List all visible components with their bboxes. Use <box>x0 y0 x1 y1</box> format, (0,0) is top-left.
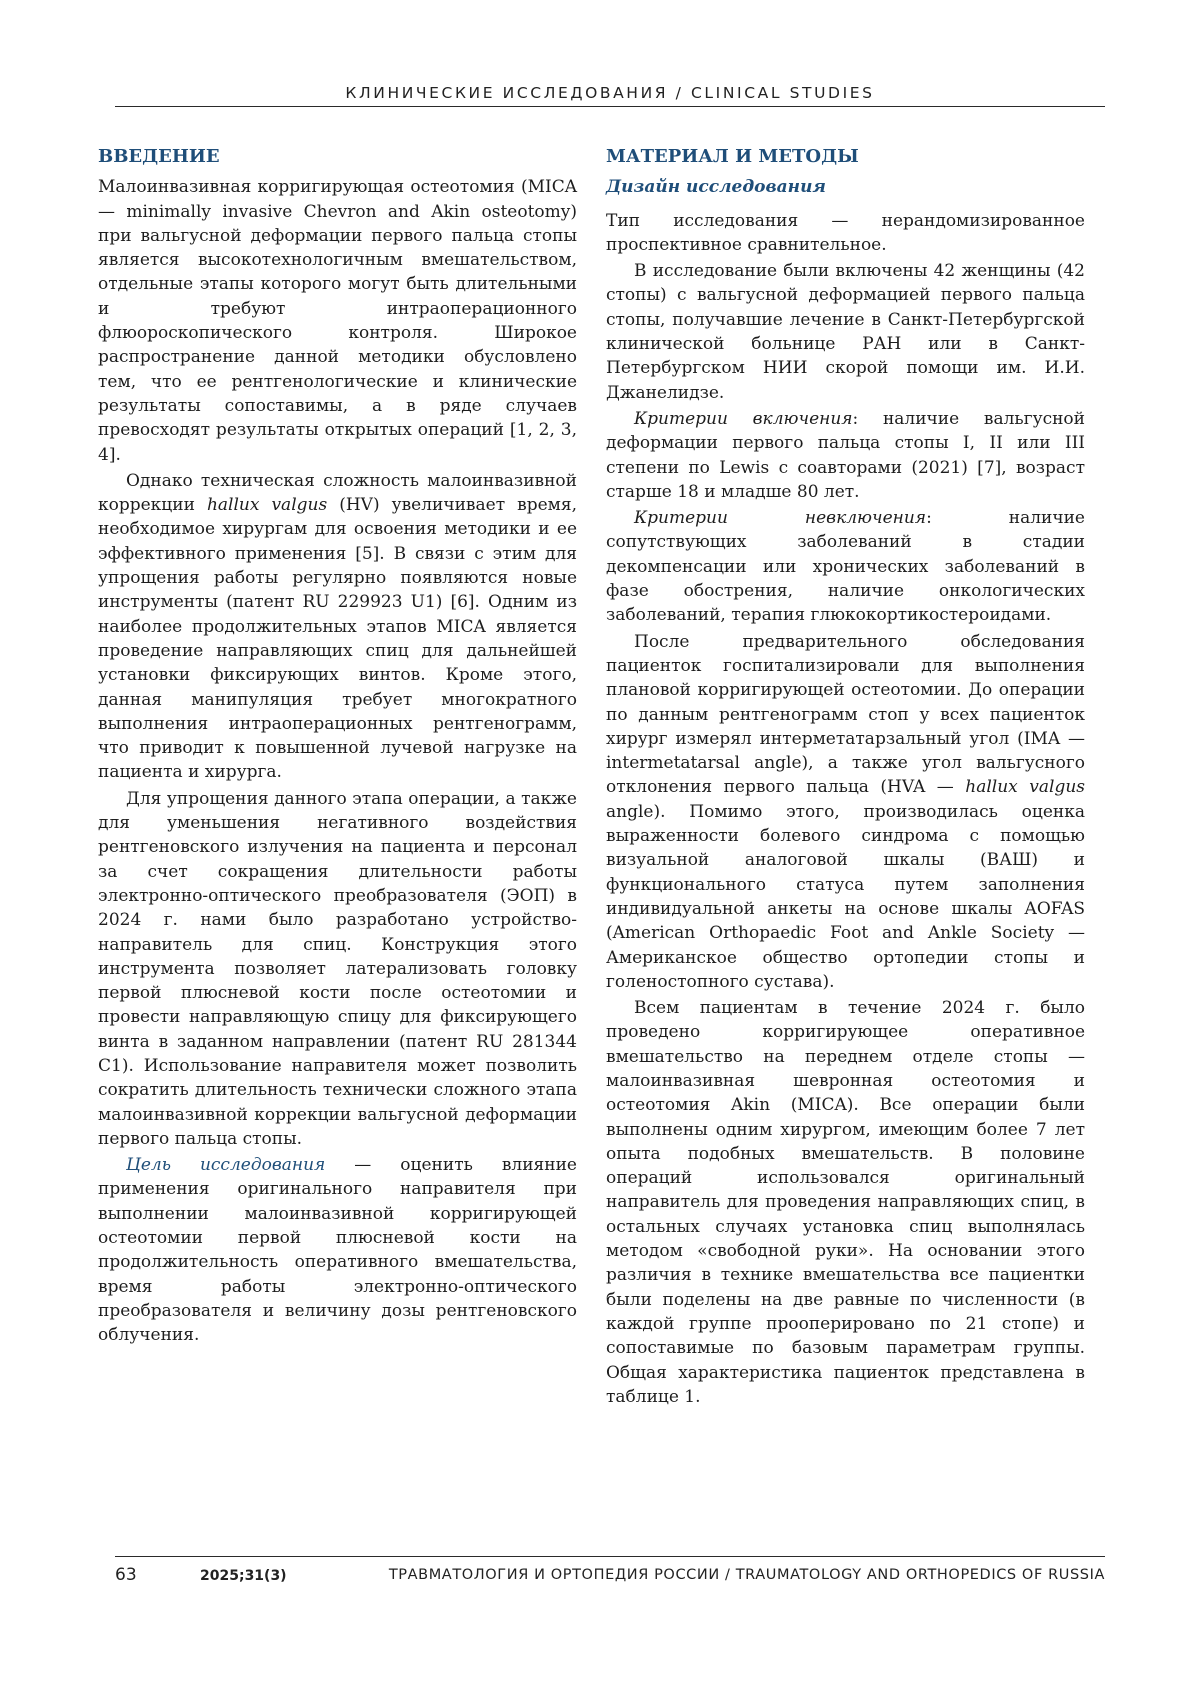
aim-text: — оценить влияние применения оригинального направителя при выполнении малоинвазивной корригирующей остеотомии первой плюсневой кости на продолжительность оперативного вмешательства, время работы электронно-оптического преобразователя и величину дозы рентгеновского облучения. <box>98 1155 577 1345</box>
journal-title: ТРАВМАТОЛОГИЯ И ОРТОПЕДИЯ РОССИИ / TRAUMATOLOGY AND ORTHOPEDICS OF RUSSIA <box>389 1567 1105 1583</box>
methods-paragraph-1: Тип исследования — нерандомизированное проспективное сравнительное. <box>606 209 1085 258</box>
intro-paragraph-3: Для упрощения данного этапа операции, а также для уменьшения негативного воздействия рентгеновского излучения на пациента и персонал за счет сокращения длительности работы электронно-оптического преобразователя (ЭОП) в 2024 г. нами было разработано устройство-направитель для спиц. Конструкция этого инструмента позволяет латерализовать головку первой плюсневой кости после остеотомии и провести направляющую спицу для фиксирующего винта в заданном направлении (патент RU 281344 C1). Использование направителя может позволить сократить длительность технически сложного этапа малоинвазивной коррекции вальгусной деформации первого пальца стопы. <box>98 787 577 1151</box>
exclusion-criteria <box>606 506 1085 627</box>
intro-paragraph-2-text-b: (HV) увеличивает время, необходимое хирургам для освоения методики и ее эффективного применения [5]. В связи с этим для упрощения работы регулярно появляются новые инструменты (патент RU 229923 U1) [6]. Одним из наиболее продолжительных этапов MICA является проведение направляющих спиц для дальнейшей установки фиксирующих винтов. Кроме этого, данная манипуляция требует многократного выполнения интраоперационных рентгенограмм, что приводит к повышенной лучевой нагрузке на пациента и хирурга. <box>98 495 577 782</box>
hallux-valgus-term-2: hallux valgus <box>965 777 1085 797</box>
methods-paragraph-5-text-a: После предварительного обследования пациенток госпитализировали для выполнения плановой корригирующей остеотомии. До операции по данным рентгенограмм стоп у всех пациенток хирург измерял интерметатарзальный угол (IMA — intermetatarsal angle), а также угол вальгусного отклонения первого пальца (HVA — <box>606 632 1085 798</box>
footer-rule <box>115 1556 1105 1557</box>
right-column <box>606 145 1085 1409</box>
left-column <box>98 145 577 1348</box>
issue-number: 2025;31(3) <box>200 1568 287 1584</box>
header-rule <box>115 106 1105 107</box>
exclusion-text: : наличие сопутствующих заболеваний в стадии декомпенсации или хронических заболеваний в фазе обострения, наличие онкологических заболеваний, терапия глюкокортикостероидами. <box>606 508 1085 625</box>
section-heading-introduction: ВВЕДЕНИЕ <box>98 145 577 169</box>
aim-paragraph <box>98 1153 577 1347</box>
methods-paragraph-6: Всем пациентам в течение 2024 г. было проведено корригирующее оперативное вмешательство на переднем отделе стопы — малоинвазивная шевронная остеотомия и остеотомия Akin (MICA). Все операции были выполнены одним хирургом, имеющим более 7 лет опыта подобных вмешательств. В половине операций использовался оригинальный направитель для проведения направляющих спиц, в остальных случаях установка спиц выполнялась методом «свободной руки». На основании этого различия в технике вмешательства все пациентки были поделены на две равные по численности (в каждой группе прооперировано по 21 стопе) и сопоставимые по базовым параметрам группы. Общая характеристика пациенток представлена в таблице 1. <box>606 996 1085 1409</box>
running-title: КЛИНИЧЕСКИЕ ИССЛЕДОВАНИЯ / CLINICAL STUDIES <box>115 84 1105 102</box>
intro-paragraph-2-text-a: Однако техническая сложность малоинвазивной коррекции <box>98 471 577 515</box>
aim-label: Цель исследования <box>126 1155 325 1175</box>
hallux-valgus-term: hallux valgus <box>207 495 327 515</box>
inclusion-criteria <box>606 407 1085 504</box>
intro-paragraph-2 <box>98 469 577 785</box>
methods-paragraph-5-text-b: angle). Помимо этого, производилась оценка выраженности болевого синдрома с помощью визуальной аналоговой шкалы (ВАШ) и функционального статуса путем заполнения индивидуальной анкеты на основе шкалы AOFAS (American Orthopaedic Foot and Ankle Society — Американское общество ортопедии стопы и голеностопного сустава). <box>606 802 1085 992</box>
exclusion-label: Критерии невключения <box>634 508 926 528</box>
subsection-heading-design: Дизайн исследования <box>606 175 1085 199</box>
methods-paragraph-5 <box>606 630 1085 994</box>
page-number: 63 <box>115 1565 137 1585</box>
section-heading-methods: МАТЕРИАЛ И МЕТОДЫ <box>606 145 1085 169</box>
methods-paragraph-2: В исследование были включены 42 женщины (42 стопы) с вальгусной деформацией первого пальца стопы, получавшие лечение в Санкт-Петербургской клинической больнице РАН или в Санкт-Петербургском НИИ скорой помощи им. И.И. Джанелидзе. <box>606 259 1085 405</box>
intro-paragraph-1: Малоинвазивная корригирующая остеотомия (MICA — minimally invasive Chevron and Akin osteotomy) при вальгусной деформации первого пальца стопы является высокотехнологичным вмешательством, отдельные этапы которого могут быть длительными и требуют интраоперационного флюороскопического контроля. Широкое распространение данной методики обусловлено тем, что ее рентгенологические и клинические результаты сопоставимы, а в ряде случаев превосходят результаты открытых операций [1, 2, 3, 4]. <box>98 175 577 467</box>
inclusion-label: Критерии включения <box>634 409 853 429</box>
inclusion-text: : наличие вальгусной деформации первого пальца стопы I, II или III степени по Lewis с соавторами (2021) [7], возраст старше 18 и младше 80 лет. <box>606 409 1085 502</box>
